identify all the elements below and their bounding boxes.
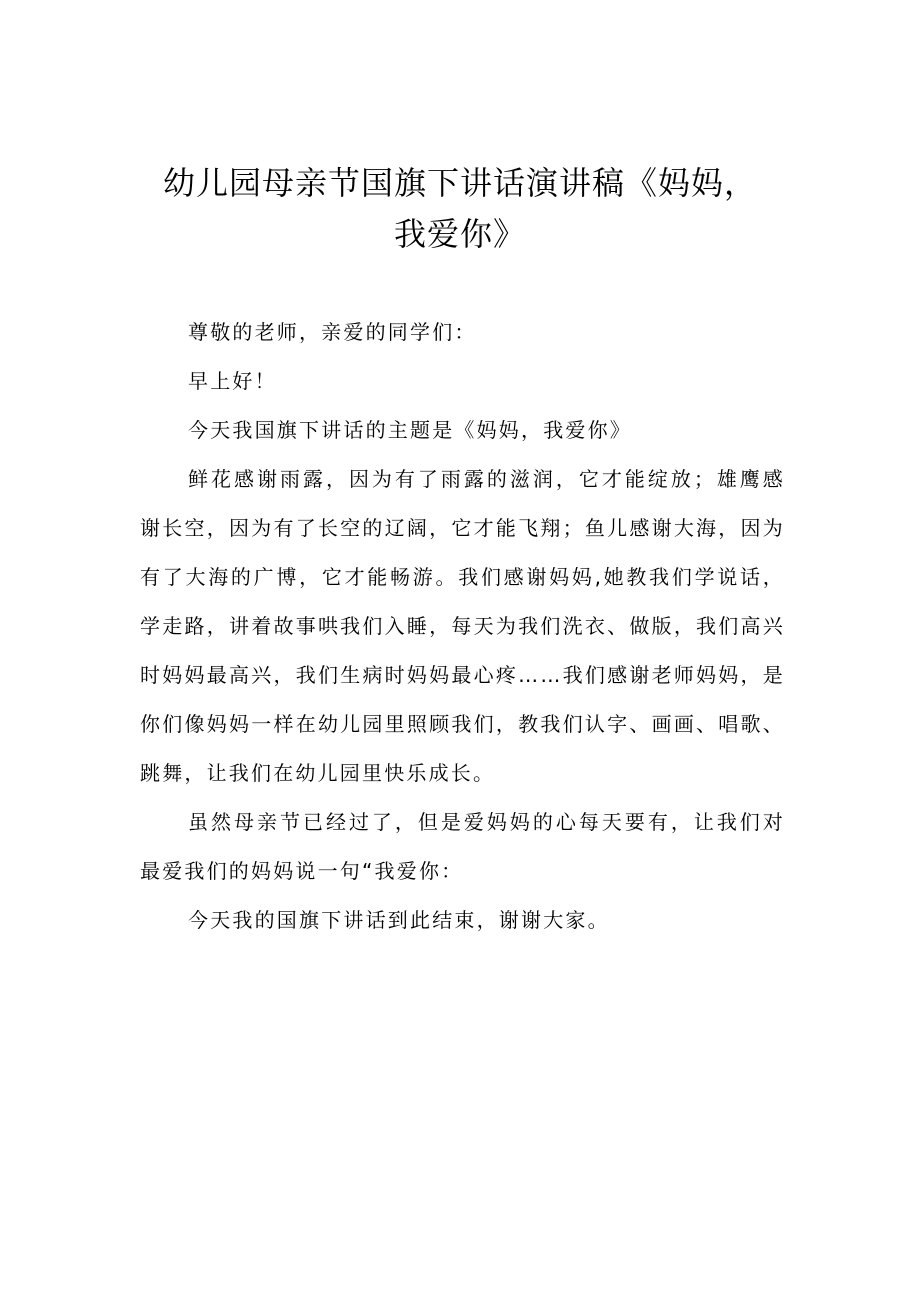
- document-body: [140, 308, 785, 945]
- paragraph-good-morning: 早上好！: [188, 369, 277, 393]
- paragraph-greeting: 尊敬的老师，亲爱的同学们：: [188, 320, 477, 344]
- title-line-2: 我爱你》: [393, 215, 526, 253]
- paragraph-closing: 今天我的国旗下讲话到此结束，谢谢大家。: [188, 908, 610, 932]
- title-line-1: 幼儿园母亲节国旗下讲话演讲稿《妈妈，: [162, 164, 757, 202]
- paragraph-mothers-day: 虽然母亲节已经过了，但是爱妈妈的心每天要有，让我们对最爱我们的妈妈说一句“我爱你：: [140, 810, 785, 883]
- paragraph-gratitude: 鲜花感谢雨露，因为有了雨露的滋润，它才能绽放；雄鹰感谢长空，因为有了长空的辽阔，它才能飞翔；鱼儿感谢大海，因为有了大海的广博，它才能畅游。我们感谢妈妈,她教我们学说话，学走路，讲着故事哄我们入睡，每天为我们洗衣、做版，我们高兴时妈妈最高兴，我们生病时妈妈最心疼……我们感谢老师妈妈，是你们像妈妈一样在幼儿园里照顾我们，教我们认字、画画、唱歌、跳舞，让我们在幼儿园里快乐成长。: [140, 467, 785, 785]
- paragraph-topic: 今天我国旗下讲话的主题是《妈妈，我爱你》: [188, 418, 632, 442]
- document-title: [140, 158, 780, 260]
